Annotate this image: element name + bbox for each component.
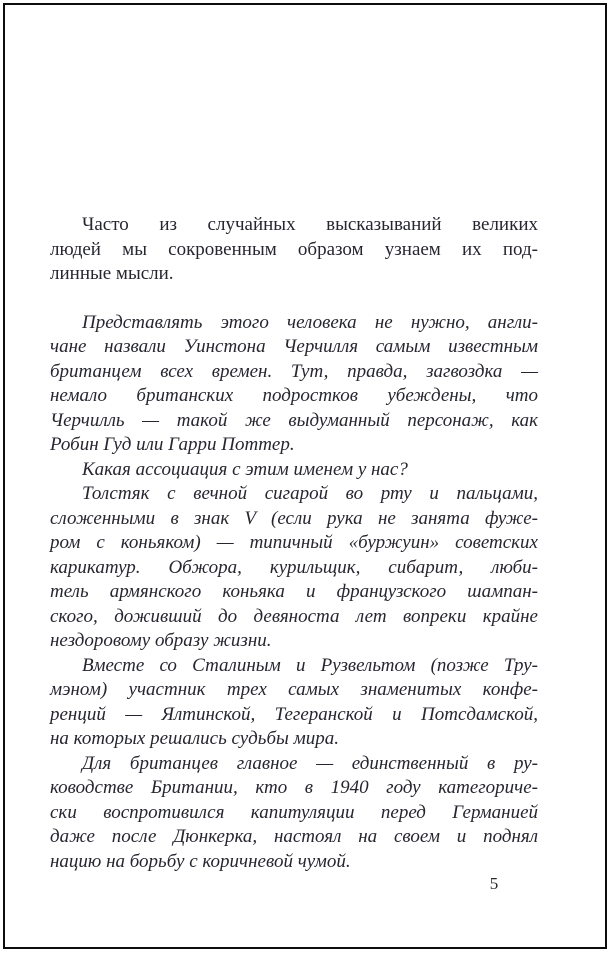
paragraph <box>50 458 538 483</box>
text-line: Для британцев главное — единственный в ру- <box>82 752 538 774</box>
text-line: на которых решались судьбы мира. <box>50 728 339 749</box>
text-line: ром с коньяком) — типичный «буржуин» советских <box>50 532 538 553</box>
paragraph <box>50 311 538 458</box>
text-line: Часто из случайных высказываний великих <box>82 214 538 235</box>
text-line: мэном) участник трех самых знаменитых конфе- <box>50 679 538 700</box>
text-line: Вместе со Сталиным и Рузвельтом (позже Тру- <box>82 654 538 676</box>
text-line: нездоровому образу жизни. <box>50 630 272 651</box>
text-line: ренций — Ялтинской, Тегеранской и Потсдамской, <box>50 703 538 725</box>
paragraph <box>50 482 538 654</box>
text-line: ководстве Британии, кто в 1940 году категориче- <box>50 777 538 798</box>
text-line: чане назвали Уинстона Черчилля самым известным <box>50 336 538 357</box>
paragraph <box>50 213 538 287</box>
text-line: линные мысли. <box>50 263 174 284</box>
paragraph <box>50 752 538 875</box>
text-line: немало британских подростков убеждены, что <box>50 385 538 406</box>
text-line: Представлять этого человека не нужно, англи- <box>82 311 538 333</box>
text-line: Какая ассоциация с этим именем у нас? <box>82 458 408 480</box>
text-block <box>50 213 538 874</box>
text-line: тель армянского коньяка и французского шампан- <box>50 581 538 602</box>
text-line: ски воспротивился капитуляции перед Германией <box>50 801 538 823</box>
text-line: Робин Гуд или Гарри Поттер. <box>50 434 295 455</box>
paragraph <box>50 654 538 752</box>
text-line: людей мы сокровенным образом узнаем их под- <box>50 238 538 260</box>
text-line: карикатур. Обжора, курильщик, сибарит, люби- <box>50 556 538 578</box>
text-line: британцем всех времен. Тут, правда, загвоздка — <box>50 360 538 382</box>
text-line: Черчилль — такой же выдуманный персонаж, как <box>50 409 538 431</box>
text-line: нацию на борьбу с коричневой чумой. <box>50 850 351 872</box>
text-line: ского, доживший до девяноста лет вопреки крайне <box>50 605 538 627</box>
text-line: сложенными в знак V (если рука не занята фуже- <box>50 507 538 529</box>
text-line: Толстяк с вечной сигарой во рту и пальцами, <box>82 483 538 504</box>
page-number: 5 <box>489 874 499 893</box>
text-line: даже после Дюнкерка, настоял на своем и поднял <box>50 826 538 847</box>
